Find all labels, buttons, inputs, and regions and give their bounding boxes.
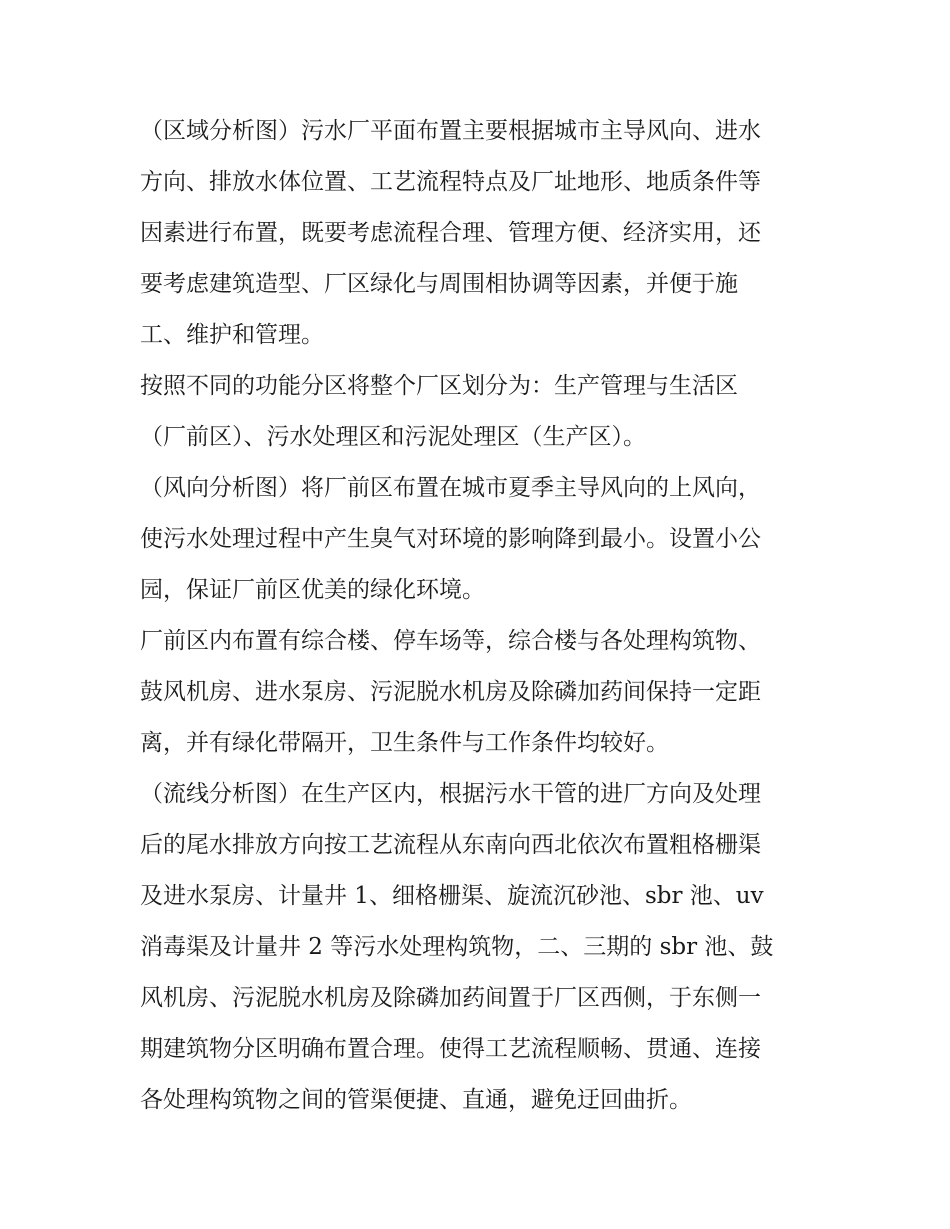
text-line: 离，并有绿化带隔开，卫生条件与工作条件均较好。 <box>140 730 669 756</box>
text-line: 厂前区内布置有综合楼、停车场等，综合楼与各处理构筑物、 <box>140 628 761 654</box>
text-line: 鼓风机房、进水泵房、污泥脱水机房及除磷加药间保持一定距 <box>140 679 761 705</box>
text-line: （风向分析图）将厂前区布置在城市夏季主导风向的上风向， <box>140 475 761 501</box>
text-line: （流线分析图）在生产区内，根据污水干管的进厂方向及处理 <box>140 781 761 807</box>
text-line: 消毒渠及计量井 2 等污水处理构筑物，二、三期的 sbr 池、鼓 <box>140 934 774 960</box>
text-line: （厂前区）、污水处理区和污泥处理区（生产区）。 <box>140 424 646 450</box>
text-line: 期建筑物分区明确布置合理。使得工艺流程顺畅、贯通、连接 <box>140 1036 761 1062</box>
text-line: 因素进行布置，既要考虑流程合理、管理方便、经济实用，还 <box>140 220 761 246</box>
text-line: 各处理构筑物之间的管渠便捷、直通，避免迂回曲折。 <box>140 1087 692 1113</box>
text-line: 工、维护和管理。 <box>140 322 324 348</box>
text-line: 风机房、污泥脱水机房及除磷加药间置于厂区西侧，于东侧一 <box>140 985 761 1011</box>
text-line: （区域分析图）污水厂平面布置主要根据城市主导风向、进水 <box>140 118 761 144</box>
body-text <box>140 106 820 1126</box>
text-line: 方向、排放水体位置、工艺流程特点及厂址地形、地质条件等 <box>140 169 761 195</box>
text-line: 使污水处理过程中产生臭气对环境的影响降到最小。设置小公 <box>140 526 761 552</box>
text-line: 及进水泵房、计量井 1、细格栅渠、旋流沉砂池、sbr 池、uv <box>140 883 764 909</box>
text-line: 后的尾水排放方向按工艺流程从东南向西北依次布置粗格栅渠 <box>140 832 761 858</box>
text-line: 按照不同的功能分区将整个厂区划分为：生产管理与生活区 <box>140 373 738 399</box>
text-line: 要考虑建筑造型、厂区绿化与周围相协调等因素，并便于施 <box>140 271 738 297</box>
text-line: 园，保证厂前区优美的绿化环境。 <box>140 577 485 603</box>
